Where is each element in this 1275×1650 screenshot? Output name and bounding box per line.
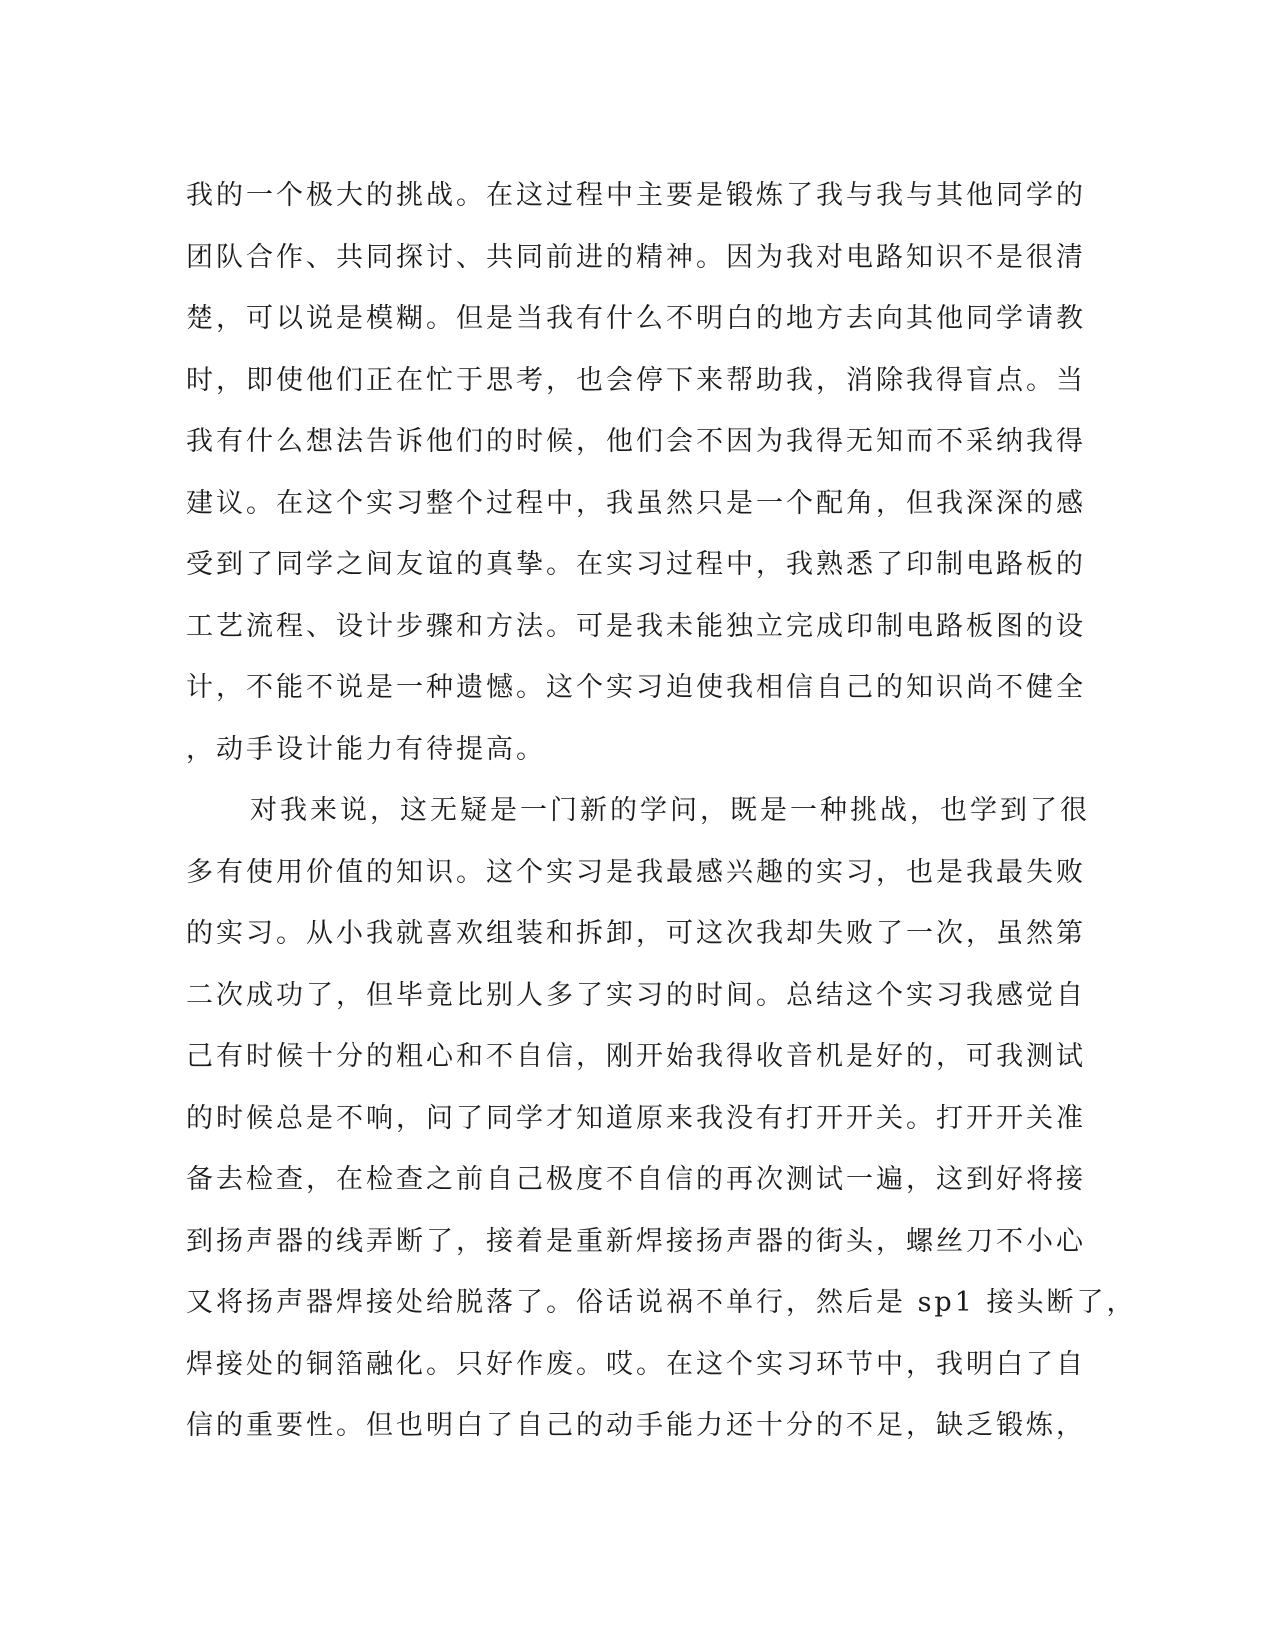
paragraph-1 bbox=[186, 165, 1086, 780]
text-line: 多有使用价值的知识。这个实习是我最感兴趣的实习，也是我最失败 bbox=[186, 856, 1086, 888]
paragraph-2 bbox=[186, 780, 1137, 1457]
text-line: 计，不能不说是一种遗憾。这个实习迫使我相信自己的知识尚不健全 bbox=[186, 672, 1086, 703]
text-line: 到扬声器的线弄断了，接着是重新焊接扬声器的街头，螺丝刀不小心 bbox=[186, 1225, 1086, 1257]
text-line: 备去检查，在检查之前自己极度不自信的再次测试一遍，这到好将接 bbox=[186, 1164, 1086, 1195]
text-line: 的时候总是不响，问了同学才知道原来我没有打开开关。打开开关准 bbox=[186, 1102, 1086, 1134]
text-line: 我有什么想法告诉他们的时候，他们会不因为我得无知而不采纳我得 bbox=[186, 426, 1086, 457]
text-line: 二次成功了，但毕竟比别人多了实习的时间。总结这个实习我感觉自 bbox=[186, 979, 1086, 1011]
text-line: 信的重要性。但也明白了自己的动手能力还十分的不足，缺乏锻炼， bbox=[186, 1410, 1086, 1441]
text-line: 又将扬声器焊接处给脱落了。俗话说祸不单行，然后是 sp1 接头断了， bbox=[186, 1287, 1137, 1318]
text-line: 工艺流程、设计步骤和方法。可是我未能独立完成印制电路板图的设 bbox=[186, 610, 1086, 642]
text-line: 我的一个极大的挑战。在这过程中主要是锻炼了我与我与其他同学的 bbox=[186, 180, 1086, 211]
text-line: 团队合作、共同探讨、共同前进的精神。因为我对电路知识不是很清 bbox=[186, 241, 1086, 273]
text-line: 己有时候十分的粗心和不自信，刚开始我得收音机是好的，可我测试 bbox=[186, 1041, 1086, 1072]
text-line: 焊接处的铜箔融化。只好作废。哎。在这个实习环节中，我明白了自 bbox=[186, 1348, 1086, 1380]
text-line: 楚，可以说是模糊。但是当我有什么不明白的地方去向其他同学请教 bbox=[186, 303, 1086, 334]
text-line: 建议。在这个实习整个过程中，我虽然只是一个配角，但我深深的感 bbox=[186, 487, 1086, 519]
text-line-indented: 对我来说，这无疑是一门新的学问，既是一种挑战，也学到了很 bbox=[250, 795, 1090, 826]
text-line: 时，即使他们正在忙于思考，也会停下来帮助我，消除我得盲点。当 bbox=[186, 364, 1086, 396]
text-line: 的实习。从小我就喜欢组装和拆卸，可这次我却失败了一次，虽然第 bbox=[186, 918, 1086, 949]
document-body bbox=[186, 165, 1137, 1457]
text-line: 受到了同学之间友谊的真挚。在实习过程中，我熟悉了印制电路板的 bbox=[186, 549, 1086, 580]
text-line: ，动手设计能力有待提高。 bbox=[186, 733, 546, 765]
